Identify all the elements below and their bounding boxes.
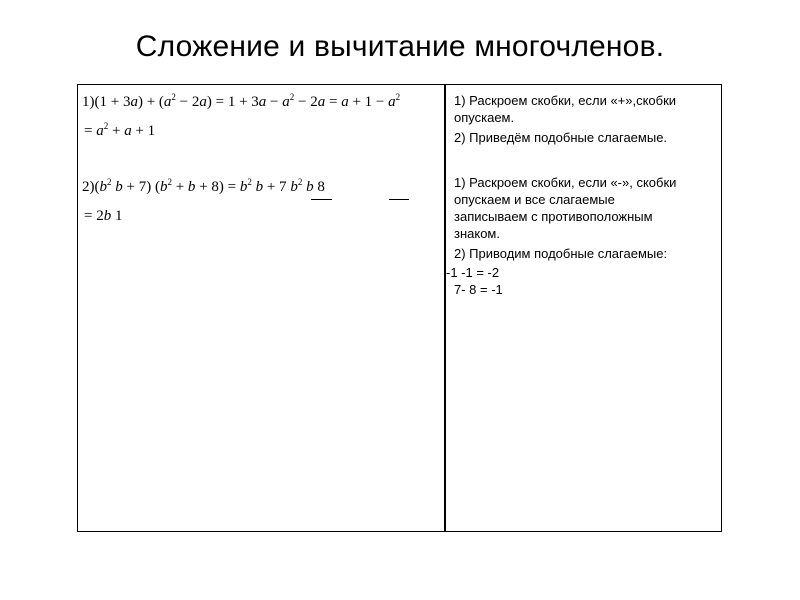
like-term-underline [311,199,332,200]
example-2-line-1: $2)(b^2$ b + 7) $(b^2 + b + 8) = b^2$ b + 7 $b^2$ b 8 [82,177,325,195]
explanation-line: записываем с противоположным [454,209,653,224]
calculation-line: -1 -1 = -2 [446,265,500,280]
explanation-line: 2) Приводим подобные слагаемые: [454,246,668,261]
calculation-line: 7- 8 = -1 [454,282,503,297]
page-title: Сложение и вычитание многочленов. [135,30,665,63]
explanation-line: опускаем и все слагаемые [454,192,615,207]
example-1-line-2: = $a^2 + a + 1$ [84,121,156,139]
explanation-line: 1) Раскроем скобки, если «+»,скобки [454,93,677,108]
math-cell [78,85,444,531]
explanation-line: знаком. [454,226,500,241]
explanation-cell [446,85,721,531]
content-table [77,84,722,532]
explanation-line: опускаем. [454,110,515,125]
like-term-underline [389,199,409,200]
example-2-line-2: = 2b 1 [84,208,123,224]
explanation-line: 1) Раскроем скобки, если «-», скобки [454,175,677,190]
explanation-line: 2) Приведём подобные слагаемые. [454,130,668,145]
example-1-line-1: $1)(1 + 3a) + (a^2 - 2a) = 1 + 3a - a^2 - 2a = a + 1 - a^2$ [82,92,401,110]
